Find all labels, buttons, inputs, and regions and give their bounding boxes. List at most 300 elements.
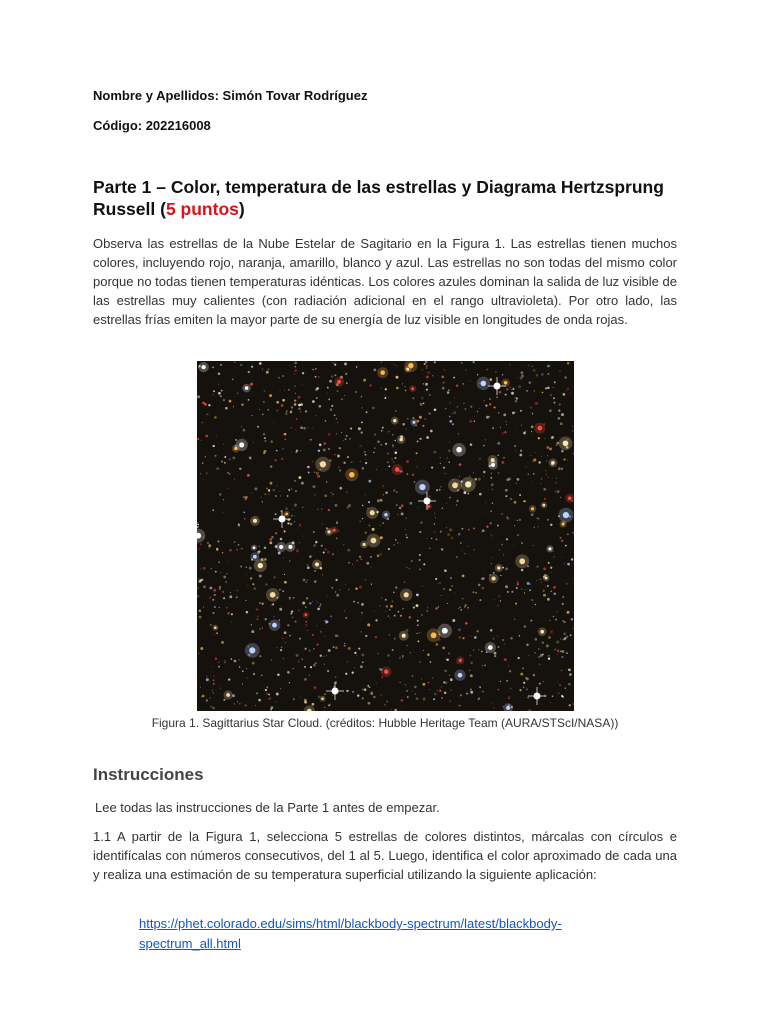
star xyxy=(374,369,377,372)
star xyxy=(560,422,563,425)
star xyxy=(561,670,563,672)
star xyxy=(208,544,211,547)
star xyxy=(500,600,501,601)
star xyxy=(531,431,532,432)
bright-star xyxy=(491,463,495,467)
star xyxy=(542,590,544,592)
star xyxy=(249,567,252,570)
star xyxy=(396,376,399,379)
star xyxy=(533,473,535,475)
star xyxy=(300,426,303,429)
star xyxy=(492,427,494,429)
star xyxy=(312,369,314,371)
star xyxy=(561,413,564,416)
bright-star xyxy=(545,577,548,580)
star xyxy=(530,620,532,622)
star xyxy=(320,604,321,605)
star xyxy=(390,605,393,608)
star xyxy=(450,402,451,403)
star xyxy=(567,533,569,535)
bright-star xyxy=(327,530,330,533)
star xyxy=(361,653,364,656)
bright-star xyxy=(337,380,341,384)
star xyxy=(500,681,501,682)
star xyxy=(264,547,267,550)
star xyxy=(365,494,366,495)
star xyxy=(294,374,295,375)
star xyxy=(489,403,491,405)
star xyxy=(212,366,214,368)
star xyxy=(494,599,495,600)
star xyxy=(545,387,547,389)
star xyxy=(449,675,450,676)
star xyxy=(329,703,331,705)
star xyxy=(426,368,427,369)
star xyxy=(284,530,286,532)
star xyxy=(298,609,300,611)
star xyxy=(511,392,514,395)
star xyxy=(339,589,340,590)
star xyxy=(275,495,277,497)
star xyxy=(294,403,297,406)
star xyxy=(285,642,287,644)
star xyxy=(251,630,254,633)
star xyxy=(449,420,452,423)
star xyxy=(412,675,414,677)
star xyxy=(338,467,339,468)
star xyxy=(516,606,517,607)
star xyxy=(201,440,202,441)
star xyxy=(450,678,453,681)
star xyxy=(387,461,389,463)
star xyxy=(395,440,396,441)
star xyxy=(368,702,371,705)
star xyxy=(258,699,261,702)
star xyxy=(348,589,350,591)
star xyxy=(435,578,437,580)
star xyxy=(308,472,310,474)
star xyxy=(289,682,290,683)
star xyxy=(314,686,317,689)
star xyxy=(200,568,201,569)
bright-star xyxy=(333,529,336,532)
star xyxy=(385,443,387,445)
star xyxy=(412,417,414,419)
star xyxy=(505,489,508,492)
bright-star xyxy=(245,386,249,390)
spike-star xyxy=(494,383,501,390)
star xyxy=(538,461,540,463)
star xyxy=(365,532,367,534)
star xyxy=(334,374,336,376)
star xyxy=(279,619,280,620)
star xyxy=(263,401,265,403)
star xyxy=(396,449,397,450)
star xyxy=(319,606,320,607)
star xyxy=(525,430,527,432)
star xyxy=(475,592,477,594)
star xyxy=(499,549,501,551)
star xyxy=(301,658,303,660)
star xyxy=(402,608,403,609)
star xyxy=(573,703,574,704)
star xyxy=(391,709,392,710)
star xyxy=(298,396,301,399)
star xyxy=(315,541,318,544)
star xyxy=(550,634,551,635)
star xyxy=(494,707,495,708)
star xyxy=(376,683,377,684)
star xyxy=(324,693,326,695)
star xyxy=(266,371,269,374)
star xyxy=(291,452,292,453)
star xyxy=(421,614,423,616)
star xyxy=(561,450,564,453)
star xyxy=(307,630,308,631)
bright-star xyxy=(249,647,255,653)
star xyxy=(257,616,258,617)
star xyxy=(479,458,481,460)
star xyxy=(462,383,464,385)
star xyxy=(234,703,235,704)
star xyxy=(287,624,290,627)
star xyxy=(525,466,527,468)
star xyxy=(392,600,394,602)
star xyxy=(214,416,217,419)
star xyxy=(470,674,473,677)
spike-star xyxy=(332,688,339,695)
star xyxy=(482,665,484,667)
star xyxy=(243,496,245,498)
star xyxy=(417,633,418,634)
star xyxy=(563,633,565,635)
star xyxy=(456,504,457,505)
star xyxy=(361,612,362,613)
star xyxy=(395,451,398,454)
star xyxy=(278,377,280,379)
star xyxy=(345,373,347,375)
star xyxy=(464,553,465,554)
star xyxy=(389,634,391,636)
star xyxy=(550,591,552,593)
star xyxy=(447,458,448,459)
star xyxy=(209,548,210,549)
star xyxy=(292,617,293,618)
bright-star xyxy=(465,481,471,487)
star xyxy=(561,468,563,470)
star xyxy=(216,467,219,470)
star xyxy=(510,688,511,689)
star xyxy=(426,436,429,439)
star xyxy=(362,467,365,470)
star xyxy=(223,699,225,701)
star xyxy=(360,521,361,522)
star xyxy=(392,434,394,436)
star xyxy=(259,655,261,657)
star xyxy=(425,383,428,386)
star xyxy=(451,689,452,690)
bright-star xyxy=(427,505,430,508)
star xyxy=(302,384,303,385)
star xyxy=(547,585,549,587)
star xyxy=(240,364,242,366)
star xyxy=(511,591,513,593)
star xyxy=(489,398,491,400)
star xyxy=(495,371,496,372)
star xyxy=(553,586,556,589)
star xyxy=(556,444,558,446)
star xyxy=(321,508,322,509)
star xyxy=(448,450,450,452)
star xyxy=(552,695,554,697)
star xyxy=(544,438,545,439)
star xyxy=(251,366,253,368)
star xyxy=(358,648,360,650)
star xyxy=(505,585,508,588)
star xyxy=(500,575,501,576)
star xyxy=(535,604,536,605)
star xyxy=(512,412,515,415)
star xyxy=(313,544,315,546)
star xyxy=(543,567,546,570)
bright-star xyxy=(270,592,276,598)
star xyxy=(494,655,496,657)
star xyxy=(459,476,460,477)
star xyxy=(241,403,243,405)
star xyxy=(415,693,417,695)
star xyxy=(285,507,288,510)
star xyxy=(381,362,382,363)
star xyxy=(505,495,507,497)
star xyxy=(200,687,201,688)
star xyxy=(282,399,285,402)
star xyxy=(441,697,443,699)
star xyxy=(536,580,537,581)
star xyxy=(210,697,211,698)
star xyxy=(346,435,348,437)
star xyxy=(345,362,347,364)
star xyxy=(332,553,334,555)
star xyxy=(504,643,505,644)
star xyxy=(300,411,302,413)
star xyxy=(223,597,225,599)
star xyxy=(332,493,334,495)
star xyxy=(212,692,214,694)
star xyxy=(231,621,232,622)
star xyxy=(506,680,508,682)
star xyxy=(270,440,273,443)
star xyxy=(446,527,447,528)
star xyxy=(539,683,541,685)
star xyxy=(437,690,438,691)
star xyxy=(359,446,360,447)
star xyxy=(477,698,479,700)
star xyxy=(346,690,348,692)
star xyxy=(515,603,517,605)
star xyxy=(542,642,544,644)
star xyxy=(339,447,341,449)
star xyxy=(295,366,296,367)
star xyxy=(568,683,571,686)
star xyxy=(313,648,314,649)
star xyxy=(203,479,204,480)
star xyxy=(301,482,304,485)
star xyxy=(483,471,485,473)
star xyxy=(330,615,332,617)
star xyxy=(440,486,442,488)
bright-star xyxy=(419,484,425,490)
star xyxy=(295,369,297,371)
star xyxy=(272,603,274,605)
star xyxy=(399,682,400,683)
star xyxy=(444,569,447,572)
star xyxy=(473,361,474,362)
star xyxy=(328,433,331,436)
star xyxy=(397,542,399,544)
bright-star xyxy=(320,461,326,467)
star xyxy=(520,450,522,452)
star xyxy=(361,603,364,606)
star xyxy=(532,366,533,367)
star xyxy=(230,592,231,593)
star xyxy=(558,467,561,470)
star xyxy=(490,629,493,632)
star xyxy=(516,483,517,484)
star xyxy=(360,665,363,668)
star xyxy=(242,683,243,684)
star xyxy=(440,457,441,458)
star xyxy=(347,549,350,552)
bright-star xyxy=(288,545,292,549)
star xyxy=(571,558,573,560)
star xyxy=(417,440,419,442)
star xyxy=(414,481,416,483)
star xyxy=(334,363,336,365)
star xyxy=(388,431,389,432)
star xyxy=(347,661,348,662)
star xyxy=(211,568,212,569)
star xyxy=(402,423,405,426)
star xyxy=(226,607,228,609)
star xyxy=(266,686,268,688)
section-title-end: ) xyxy=(238,199,245,219)
section-title xyxy=(93,176,693,220)
star xyxy=(251,492,252,493)
star xyxy=(238,544,240,546)
star xyxy=(482,512,483,513)
star xyxy=(268,368,270,370)
star xyxy=(225,407,228,410)
star xyxy=(293,698,295,700)
star xyxy=(406,460,409,463)
star xyxy=(419,632,420,633)
star xyxy=(246,611,249,614)
star xyxy=(394,615,396,617)
star xyxy=(383,494,385,496)
instruction-step-1-1: 1.1 A partir de la Figura 1, selecciona 5 estrellas de colores distintos, márcalas con círculos e identifícalas con números consecutivos, del 1 al 5. Luego, identifica el color aproximado de cada una y realiza una estimación de su temperatura superficial utilizando la siguiente aplicación: xyxy=(93,829,677,882)
star xyxy=(314,472,315,473)
star xyxy=(304,678,307,681)
star xyxy=(429,496,430,497)
star xyxy=(516,587,518,589)
star xyxy=(430,661,432,663)
star xyxy=(530,455,531,456)
star xyxy=(213,589,216,592)
star xyxy=(549,410,552,413)
star xyxy=(317,608,320,611)
star xyxy=(216,549,218,551)
star xyxy=(563,458,565,460)
star xyxy=(547,519,549,521)
star xyxy=(474,636,477,639)
star xyxy=(326,527,327,528)
star xyxy=(549,620,550,621)
star xyxy=(312,601,313,602)
star xyxy=(353,601,355,603)
star xyxy=(360,445,361,446)
star xyxy=(266,692,269,695)
bright-star xyxy=(504,381,508,385)
star xyxy=(525,677,527,679)
star xyxy=(332,695,333,696)
star xyxy=(277,485,278,486)
star xyxy=(234,362,235,363)
star xyxy=(362,646,363,647)
star xyxy=(287,671,290,674)
star xyxy=(405,517,407,519)
star xyxy=(290,613,292,615)
star xyxy=(344,395,345,396)
bright-star xyxy=(321,697,324,700)
star xyxy=(499,391,502,394)
star xyxy=(562,620,564,622)
bright-star xyxy=(497,566,500,569)
star xyxy=(452,413,453,414)
star xyxy=(316,472,319,475)
phet-blackbody-link[interactable]: https://phet.colorado.edu/sims/html/blackbody-spectrum/latest/blackbody-spectrum_all.html xyxy=(139,916,562,951)
star xyxy=(213,394,215,396)
star xyxy=(259,628,261,630)
star xyxy=(358,427,361,430)
star xyxy=(524,625,526,627)
star xyxy=(318,405,321,408)
star xyxy=(307,427,308,428)
star xyxy=(218,562,219,563)
star xyxy=(348,562,350,564)
star xyxy=(267,409,269,411)
star xyxy=(369,525,371,527)
star xyxy=(538,437,540,439)
star xyxy=(392,446,394,448)
star xyxy=(492,703,493,704)
star xyxy=(206,699,208,701)
star xyxy=(543,488,546,491)
star xyxy=(344,645,346,647)
star xyxy=(381,430,383,432)
star xyxy=(367,685,369,687)
bright-star xyxy=(226,693,230,697)
star xyxy=(295,393,296,394)
star xyxy=(374,447,376,449)
star xyxy=(294,399,296,401)
star xyxy=(536,565,538,567)
star xyxy=(305,410,307,412)
star xyxy=(212,612,214,614)
star xyxy=(327,670,329,672)
bright-star xyxy=(201,365,205,369)
star xyxy=(300,450,301,451)
star xyxy=(565,687,566,688)
